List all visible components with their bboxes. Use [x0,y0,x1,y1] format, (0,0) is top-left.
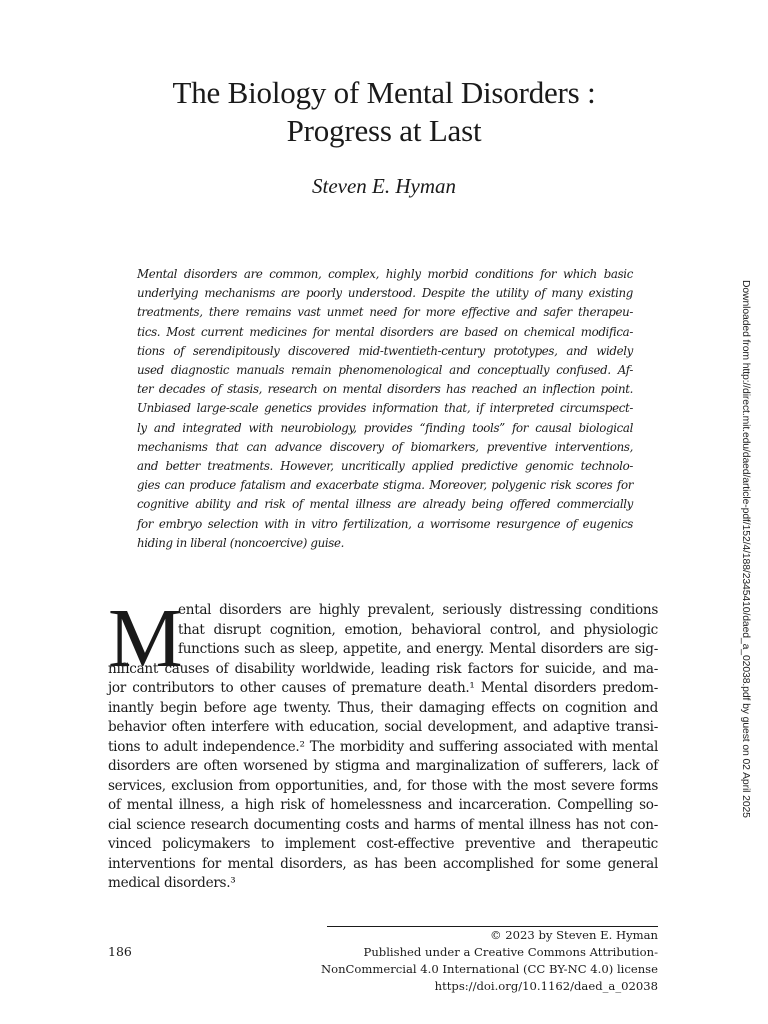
copyright-line: © 2023 by Steven E. Hyman [489,928,658,942]
title-line-1: The Biology of Mental Disorders : [172,75,596,110]
footer-license [280,927,658,995]
license-line-2: NonCommercial 4.0 International (CC BY-NC 4.0) license [320,962,658,976]
body-line: services, exclusion from opportunities, and, for those with the most severe forms [108,777,658,794]
abstract-line: ter decades of stasis, research on mental disorders has reached an inflection point. [137,382,633,397]
page-number: 186 [108,944,132,959]
abstract-line: cognitive ability and risk of mental illness are already being offered commercially [137,497,633,512]
body-line: behavior often interfere with education, social development, and adaptive transi- [108,719,658,735]
body-line: cial science research documenting costs and harms of mental illness has not con- [108,816,658,833]
abstract-line: mechanisms that can advance discovery of biomarkers, preventive interventions, [137,439,633,454]
doi-link[interactable]: https://doi.org/10.1162/daed_a_02038 [434,979,658,993]
body-line: ental disorders are highly prevalent, seriously distressing conditions [178,602,658,618]
body-line: tions to adult independence.² The morbidity and suffering associated with mental [108,738,658,755]
body-line: medical disorders.³ [108,875,236,891]
abstract [137,265,633,553]
body-line: that disrupt cognition, emotion, behavioral control, and physiologic [178,621,658,638]
body-line: of mental illness, a high risk of homelessness and incarceration. Compelling so- [108,797,658,813]
drop-cap: M [108,592,183,685]
abstract-line: tics. Most current medicines for mental disorders are based on chemical modifica- [137,324,633,339]
body-line: vinced policymakers to implement cost-effective preventive and therapeutic [108,836,658,852]
body-line: inantly begin before age twenty. Thus, their damaging effects on cognition and [108,699,658,716]
abstract-line: for embryo selection with in vitro fertilization, a worrisome resurgence of eugenics [137,516,633,531]
body-paragraph [108,601,658,894]
abstract-line: treatments, there remains vast unmet need for more effective and safer therapeu- [137,305,633,320]
abstract-line: gies can produce fatalism and exacerbate stigma. Moreover, polygenic risk scores for [137,478,633,493]
abstract-line: and better treatments. However, uncritically applied predictive genomic technolo- [137,459,633,474]
abstract-line: Mental disorders are common, complex, highly morbid conditions for which basic [137,267,633,281]
body-line: nificant causes of disability worldwide, leading risk factors for suicide, and ma- [108,660,658,677]
license-line-1: Published under a Creative Commons Attribution- [363,945,658,959]
abstract-line: Unbiased large-scale genetics provides information that, if interpreted circumspect- [137,401,633,416]
author-name: Steven E. Hyman [311,174,457,198]
body-line: jor contributors to other causes of premature death.¹ Mental disorders predom- [108,680,658,696]
body-line: interventions for mental disorders, as has been accomplished for some general [108,855,658,872]
article-title [80,74,688,150]
body-line: functions such as sleep, appetite, and energy. Mental disorders are sig- [178,641,658,657]
abstract-line: hiding in liberal (noncoercive) guise. [137,535,345,550]
abstract-line: underlying mechanisms are poorly understood. Despite the utility of many existing [137,286,633,301]
abstract-line: used diagnostic manuals remain phenomenological and conceptually confused. Af- [137,363,633,378]
title-line-2: Progress at Last [286,113,482,148]
download-watermark: Downloaded from http://direct.mit.edu/daed/article-pdf/152/4/188/2345410/daed_a_02038.pdf by guest on 02 April 2025 [740,280,751,818]
abstract-line: ly and integrated with neurobiology, provides “finding tools” for causal biological [137,420,633,435]
body-line: disorders are often worsened by stigma and marginalization of sufferers, lack of [108,758,658,774]
abstract-line: tions of serendipitously discovered mid-twentieth-century prototypes, and widely [137,343,633,358]
